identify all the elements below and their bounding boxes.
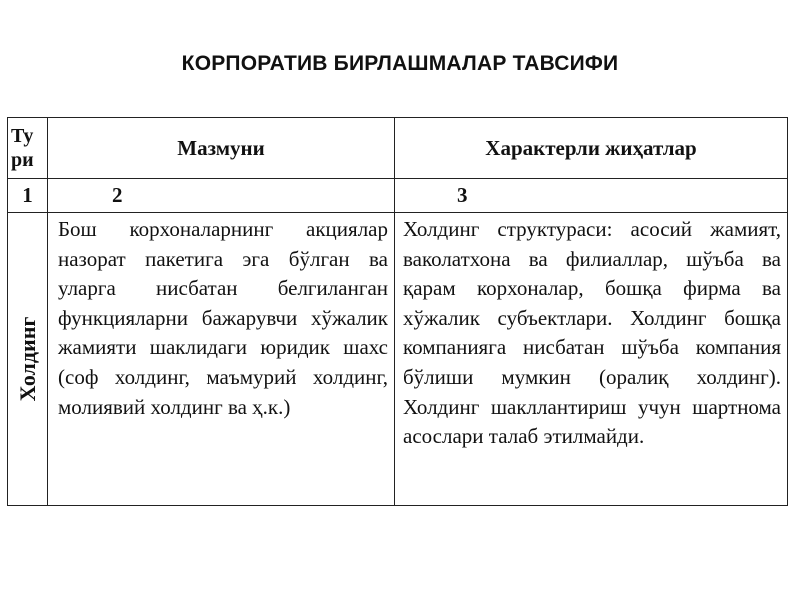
- features-cell: Холдинг структураси: асосий жамият, ваколатхона ва филиаллар, шўъба ва қарам корхоналар, бошқа фирма ва хўжалик субъектлари. Холдинг бошқа компанияга нисбатан шўъба компания бўлиши мумкин (оралиқ холдинг). Холдинг шакллантириш учун шартнома асослари талаб этилмайди.: [395, 213, 788, 506]
- header-turi-line-2: ри: [11, 149, 34, 171]
- corporate-associations-table: [7, 117, 788, 506]
- type-label: Холдинг: [14, 316, 40, 402]
- header-features: Характерли жиҳатлар: [395, 118, 788, 179]
- type-cell: [8, 213, 48, 506]
- header-content: Мазмуни: [48, 118, 395, 179]
- page-title: КОРПОРАТИВ БИРЛАШМАЛАР ТАВСИФИ: [181, 52, 619, 75]
- column-number-3: 3: [395, 179, 788, 213]
- column-number-2: 2: [48, 179, 395, 213]
- table-row: [8, 213, 788, 506]
- header-turi: [8, 118, 48, 179]
- header-turi-line-1: Ту: [11, 125, 34, 147]
- table-number-row: [8, 179, 788, 213]
- content-cell: Бош корхоналарнинг акциялар назорат пакетига эга бўлган ва уларга нисбатан белгиланган функцияларни бажарувчи хўжалик жамияти шаклидаги юридик шахс (соф холдинг, маъмурий холдинг, молиявий холдинг ва ҳ.к.): [48, 213, 395, 506]
- table-header-row: [8, 118, 788, 179]
- column-number-1: 1: [8, 179, 48, 213]
